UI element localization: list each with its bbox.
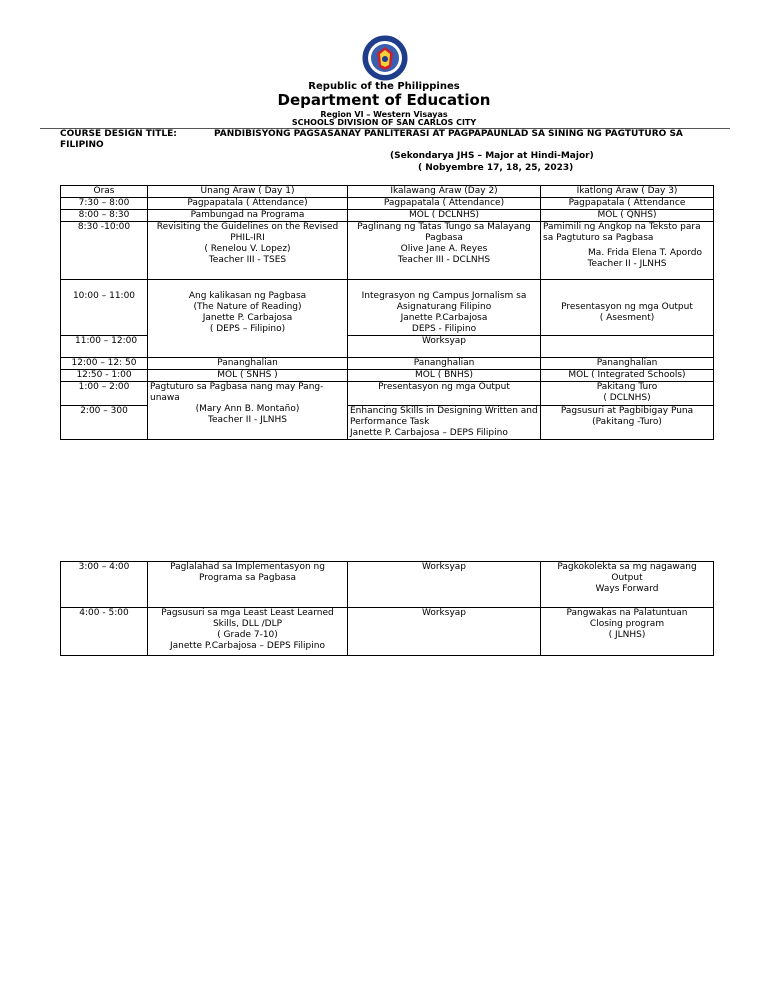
course-label-line2: FILIPINO — [60, 140, 104, 150]
day3-cell — [541, 280, 714, 336]
speaker-position: ( DEPS – Filipino) — [209, 324, 286, 334]
speaker-name: Janette P.Carbajosa – DEPS Filipino — [170, 641, 325, 651]
day2-cell: MOL ( BNHS) — [348, 370, 541, 382]
deped-seal-icon — [362, 35, 408, 81]
session-title: Pamimili ng Angkop na Teksto para sa Pagtuturo sa Pagbasa — [543, 222, 701, 243]
header-day3: Ikatlong Araw ( Day 3) — [541, 186, 714, 198]
speaker-position: Teacher II - JLNHS — [587, 259, 667, 269]
speaker-name: Olive Jane A. Reyes — [400, 244, 488, 254]
session-subtitle: (Pakitang -Turo) — [592, 417, 662, 427]
time-cell: 12:00 – 12: 50 — [61, 358, 148, 370]
day3-cell: Pananghalian — [541, 358, 714, 370]
table-row — [61, 358, 714, 370]
header-oras: Oras — [61, 186, 148, 198]
speaker-name: (Mary Ann B. Montaño) — [195, 404, 300, 414]
day2-cell: Pagpapatala ( Attendance) — [348, 198, 541, 210]
day3-cell — [541, 382, 714, 406]
table-row — [61, 608, 714, 656]
course-design-label — [60, 129, 177, 151]
time-cell: 8:30 -10:00 — [61, 222, 148, 280]
table-row — [61, 370, 714, 382]
time-cell: 12:50 - 1:00 — [61, 370, 148, 382]
table-row — [61, 198, 714, 210]
session-title: Pagsusuri at Pagbibigay Puna — [560, 406, 694, 416]
day3-cell: Pagpapatala ( Attendance — [541, 198, 714, 210]
session-title: Paglinang ng Tatas Tungo sa Malayang Pagbasa — [357, 222, 531, 243]
speaker-name: Janette P. Carbajosa — [202, 313, 293, 323]
course-dates: ( Nobyembre 17, 18, 25, 2023) — [418, 163, 574, 173]
day2-cell — [348, 222, 541, 280]
session-title: Presentasyon ng mga Output — [561, 302, 693, 312]
session-subtitle: Closing program — [589, 619, 665, 629]
course-title: PANDIBISYONG PAGSASANAY PANLITERASI AT PAGPAPAUNLAD SA SINING NG PAGTUTURO SA — [214, 129, 683, 139]
day3-cell — [541, 336, 714, 358]
division-text: SCHOOLS DIVISION OF SAN CARLOS CITY — [291, 118, 477, 127]
day3-cell: MOL ( Integrated Schools) — [541, 370, 714, 382]
speaker-name: Janette P.Carbajosa — [400, 313, 488, 323]
time-cell: 2:00 – 300 — [61, 406, 148, 440]
course-subtitle: (Sekondarya JHS – Major at Hindi-Major) — [390, 151, 594, 161]
schedule-table-continued — [60, 561, 714, 656]
day2-cell: Worksyap — [348, 336, 541, 358]
speaker-name: ( Renelou V. Lopez) — [204, 244, 291, 254]
session-subtitle: Ways Forward — [595, 584, 659, 594]
day1-cell: Paglalahad sa Implementasyon ng Programa sa Pagbasa — [148, 562, 348, 608]
session-subtitle: ( Asesment) — [599, 313, 655, 323]
session-title: Ang kalikasan ng Pagbasa — [188, 291, 307, 301]
table-row — [61, 280, 714, 336]
day3-cell: MOL ( QNHS) — [541, 210, 714, 222]
time-cell: 3:00 – 4:00 — [61, 562, 148, 608]
day1-cell: Pananghalian — [148, 358, 348, 370]
table-header-row — [61, 186, 714, 198]
session-title: Integrasyon ng Campus Jornalism sa Asignaturang Filipino — [361, 291, 527, 312]
day2-cell: MOL ( DCLNHS) — [348, 210, 541, 222]
day1-cell: MOL ( SNHS ) — [148, 370, 348, 382]
header-day2: Ikalawang Araw (Day 2) — [348, 186, 541, 198]
day2-cell: Presentasyon ng mga Output — [348, 382, 541, 406]
session-title: Pagtuturo sa Pagbasa nang may Pang-unawa — [150, 382, 324, 403]
day2-cell: Worksyap — [348, 608, 541, 656]
session-title: Revisiting the Guidelines on the Revised PHIL-IRI — [156, 222, 339, 243]
table-row — [61, 382, 714, 406]
session-location: ( DCLNHS) — [603, 393, 651, 403]
day2-cell: Worksyap — [348, 562, 541, 608]
time-cell: 4:00 - 5:00 — [61, 608, 148, 656]
day1-cell — [148, 222, 348, 280]
speaker-position: Teacher III - DCLNHS — [397, 255, 491, 265]
table-row — [61, 210, 714, 222]
speaker-name: Janette P. Carbajosa – DEPS Filipino — [350, 428, 508, 438]
session-title: Pagkokolekta sa mg nagawang Output — [557, 562, 697, 583]
day1-cell — [148, 382, 348, 440]
speaker-position: Teacher II - JLNHS — [208, 415, 287, 425]
time-cell: 1:00 – 2:00 — [61, 382, 148, 406]
day1-cell: Pagpapatala ( Attendance) — [148, 198, 348, 210]
speaker-position: DEPS - Filipino — [411, 324, 477, 334]
day1-cell — [148, 608, 348, 656]
table-row — [61, 562, 714, 608]
time-cell: 10:00 – 11:00 — [61, 280, 148, 336]
session-title: Pakitang Turo — [596, 382, 658, 392]
course-label-line1: COURSE DESIGN TITLE: — [60, 129, 177, 139]
header-day1: Unang Araw ( Day 1) — [148, 186, 348, 198]
session-subtitle: (The Nature of Reading) — [193, 302, 302, 312]
session-title: Pagsusuri sa mga Least Least Learned Skills, DLL /DLP — [161, 608, 334, 629]
day3-cell — [541, 562, 714, 608]
table-row — [61, 222, 714, 280]
time-cell: 7:30 – 8:00 — [61, 198, 148, 210]
session-title: Pangwakas na Palatuntuan — [566, 608, 688, 618]
day2-cell — [348, 406, 541, 440]
republic-text: Republic of the Philippines — [308, 81, 460, 92]
schedule-table — [60, 185, 714, 440]
day3-cell — [541, 608, 714, 656]
region-text: Region VI – Western Visayas — [320, 110, 448, 119]
day1-cell: Pambungad na Programa — [148, 210, 348, 222]
speaker-name: Ma. Frida Elena T. Apordo — [588, 248, 702, 258]
session-title: Enhancing Skills in Designing Written and Performance Task — [350, 406, 538, 427]
day2-cell: Pananghalian — [348, 358, 541, 370]
day2-cell — [348, 280, 541, 336]
time-cell: 11:00 – 12:00 — [61, 336, 148, 358]
day1-cell — [148, 280, 348, 358]
session-location: ( JLNHS) — [608, 630, 646, 640]
day3-cell — [541, 406, 714, 440]
department-title: Department of Education — [277, 91, 491, 109]
speaker-position: Teacher III - TSES — [208, 255, 287, 265]
day3-cell — [541, 222, 714, 280]
session-subtitle: ( Grade 7-10) — [217, 630, 278, 640]
time-cell: 8:00 – 8:30 — [61, 210, 148, 222]
